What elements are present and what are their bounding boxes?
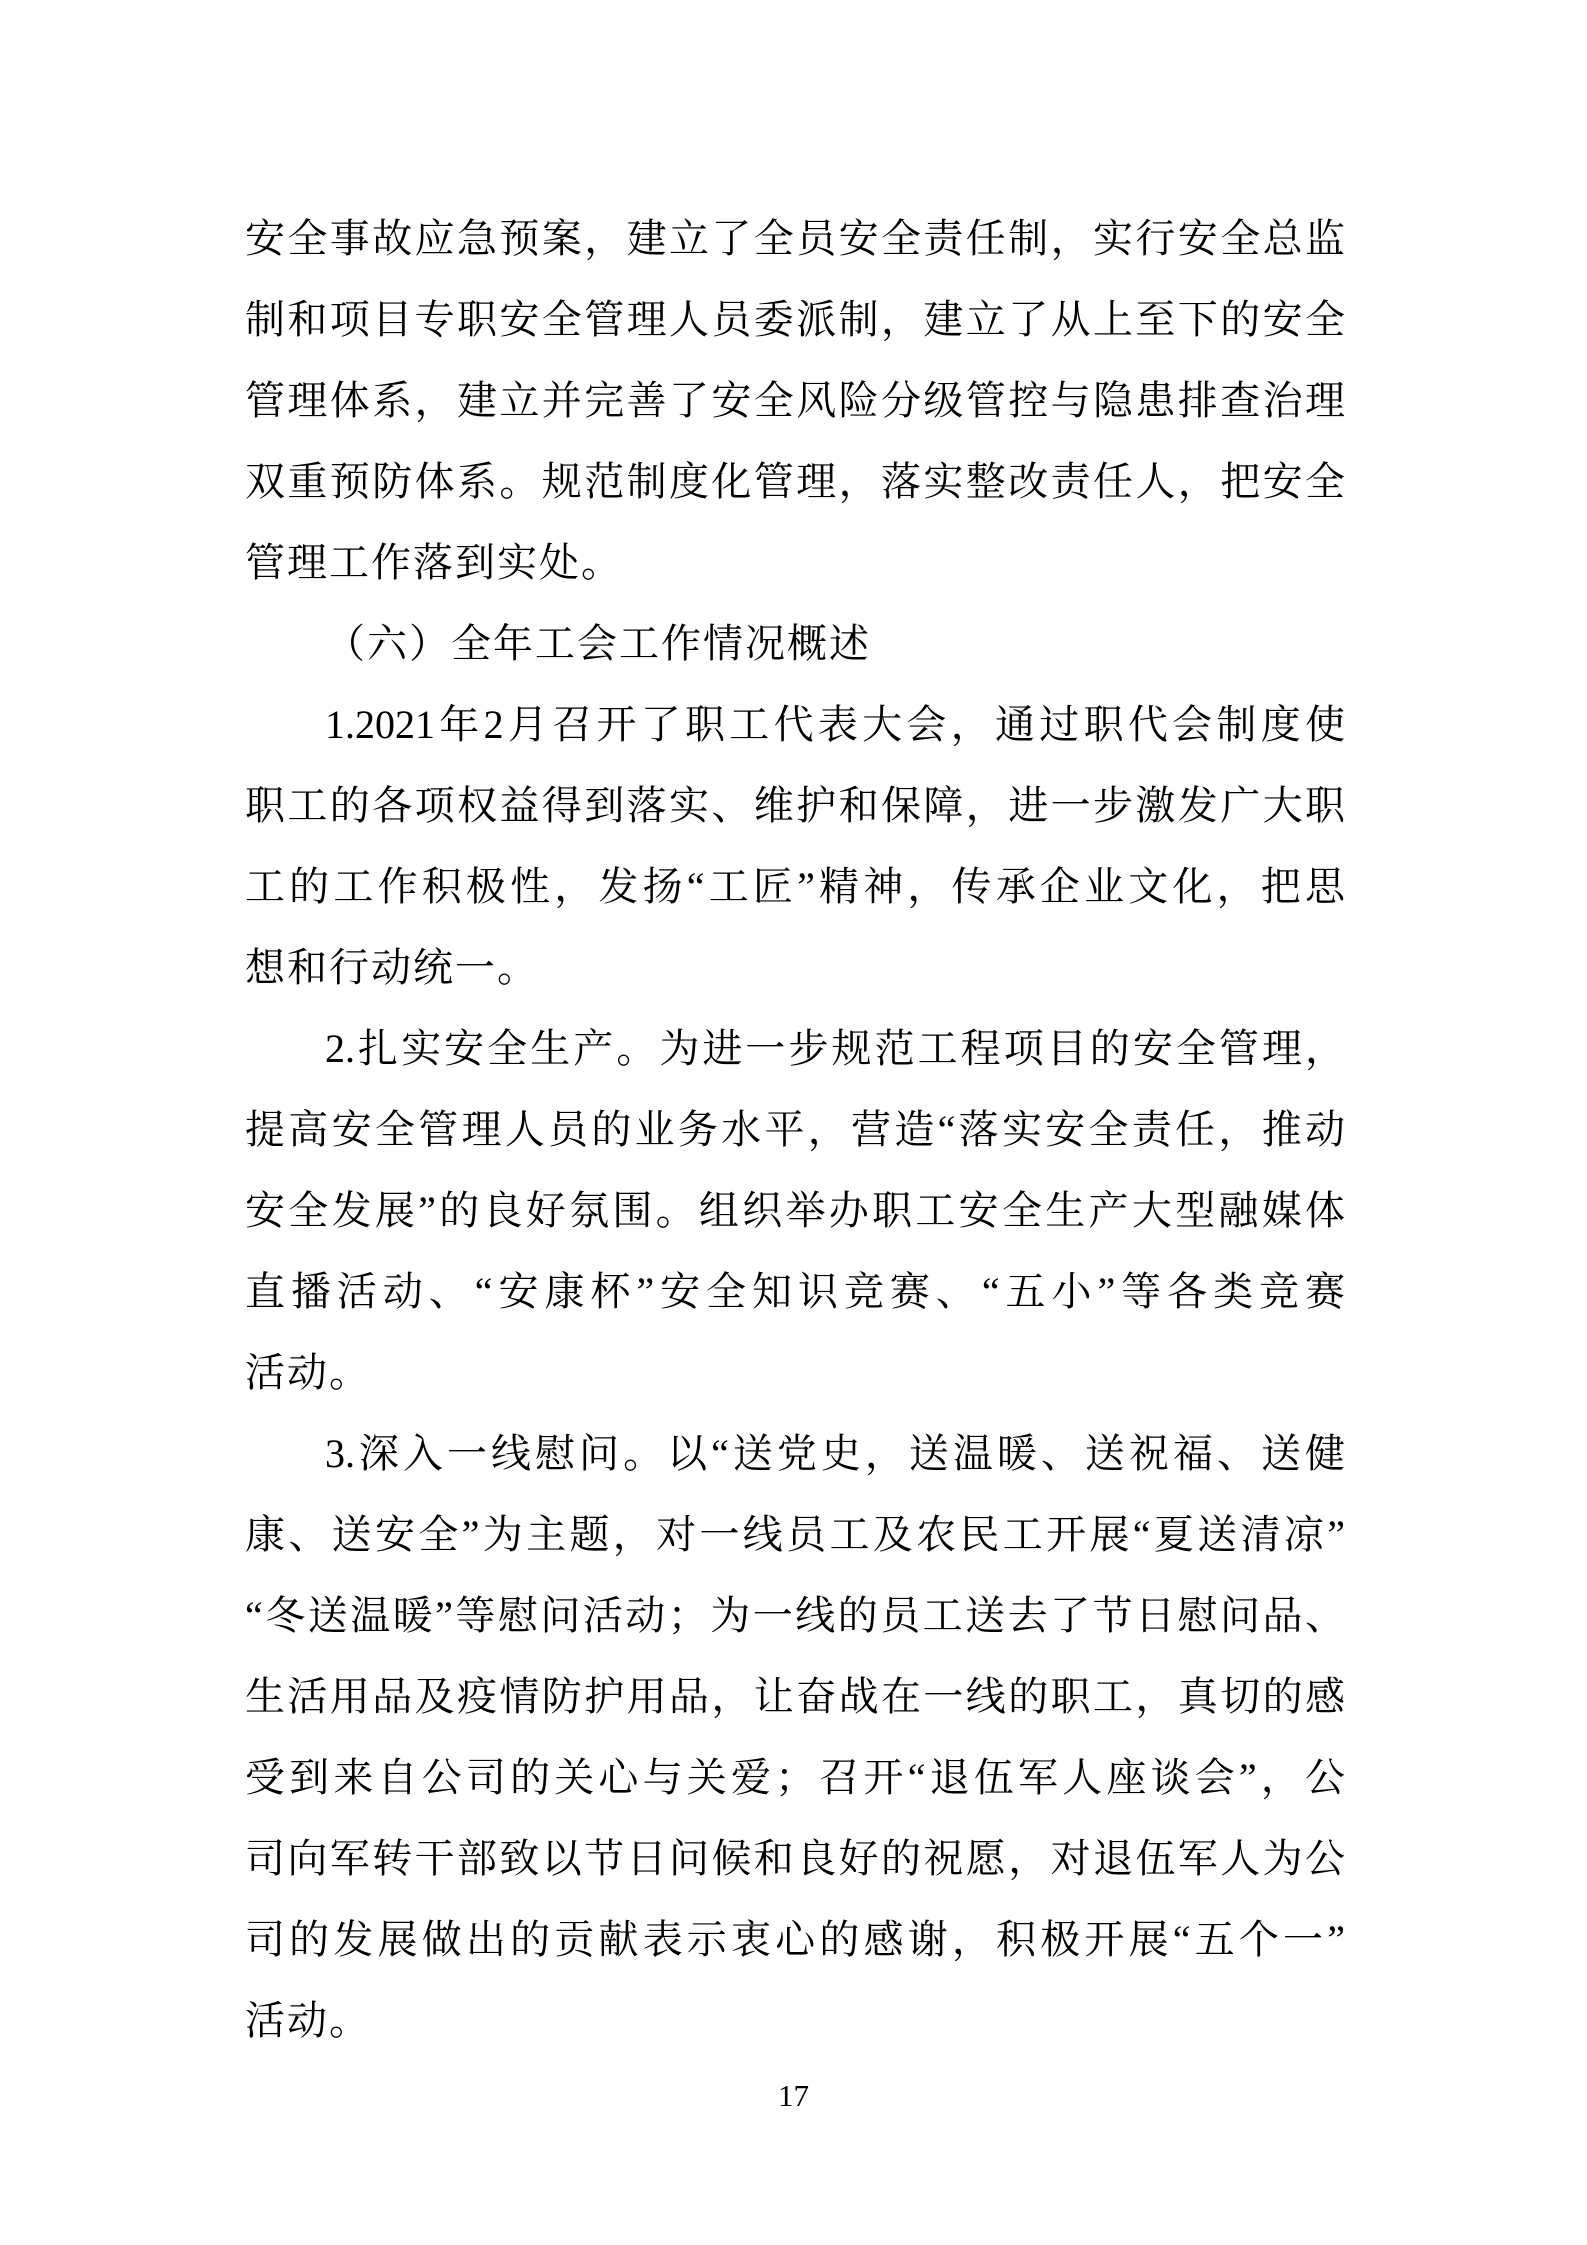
text-line: 职工的各项权益得到落实、维护和保障，进一步激发广大职 — [245, 783, 1345, 828]
text-line: 1.2021年2月召开了职工代表大会，通过职代会制度使 — [325, 702, 1345, 747]
text-line: 康、送安全”为主题，对一线员工及农民工开展“夏送清凉” — [245, 1512, 1345, 1557]
text-line: 安全发展”的良好氛围。组织举办职工安全生产大型融媒体 — [245, 1188, 1345, 1233]
text-line: 管理工作落到实处。 — [245, 540, 623, 585]
text-line: 司向军转干部致以节日问候和良好的祝愿，对退伍军人为公 — [245, 1836, 1345, 1881]
text-line: “冬送温暖”等慰问活动；为一线的员工送去了节日慰问品、 — [245, 1593, 1345, 1638]
text-line: 直播活动、“安康杯”安全知识竞赛、“五小”等各类竞赛 — [245, 1269, 1345, 1314]
text-line: 提高安全管理人员的业务水平，营造“落实安全责任，推动 — [245, 1107, 1345, 1152]
page-number: 17 — [778, 2078, 809, 2113]
text-line: 工的工作积极性，发扬“工匠”精神，传承企业文化，把思 — [245, 864, 1345, 909]
text-line: 想和行动统一。 — [245, 945, 539, 990]
text-line: 活动。 — [245, 1998, 371, 2043]
page-body — [245, 198, 1345, 2061]
text-line: 受到来自公司的关心与关爱；召开“退伍军人座谈会”，公 — [245, 1755, 1345, 1800]
text-line: 双重预防体系。规范制度化管理，落实整改责任人，把安全 — [245, 459, 1345, 504]
text-line: 管理体系，建立并完善了安全风险分级管控与隐患排查治理 — [245, 378, 1345, 423]
text-line: （六）全年工会工作情况概述 — [325, 621, 871, 666]
text-line: 2.扎实安全生产。为进一步规范工程项目的安全管理， — [325, 1026, 1345, 1071]
text-line: 制和项目专职安全管理人员委派制，建立了从上至下的安全 — [245, 297, 1345, 342]
text-line: 活动。 — [245, 1350, 371, 1395]
text-line: 3.深入一线慰问。以“送党史，送温暖、送祝福、送健 — [325, 1431, 1345, 1476]
text-line: 生活用品及疫情防护用品，让奋战在一线的职工，真切的感 — [245, 1674, 1345, 1719]
text-line: 安全事故应急预案，建立了全员安全责任制，实行安全总监 — [245, 216, 1345, 261]
text-line: 司的发展做出的贡献表示衷心的感谢，积极开展“五个一” — [245, 1917, 1345, 1962]
